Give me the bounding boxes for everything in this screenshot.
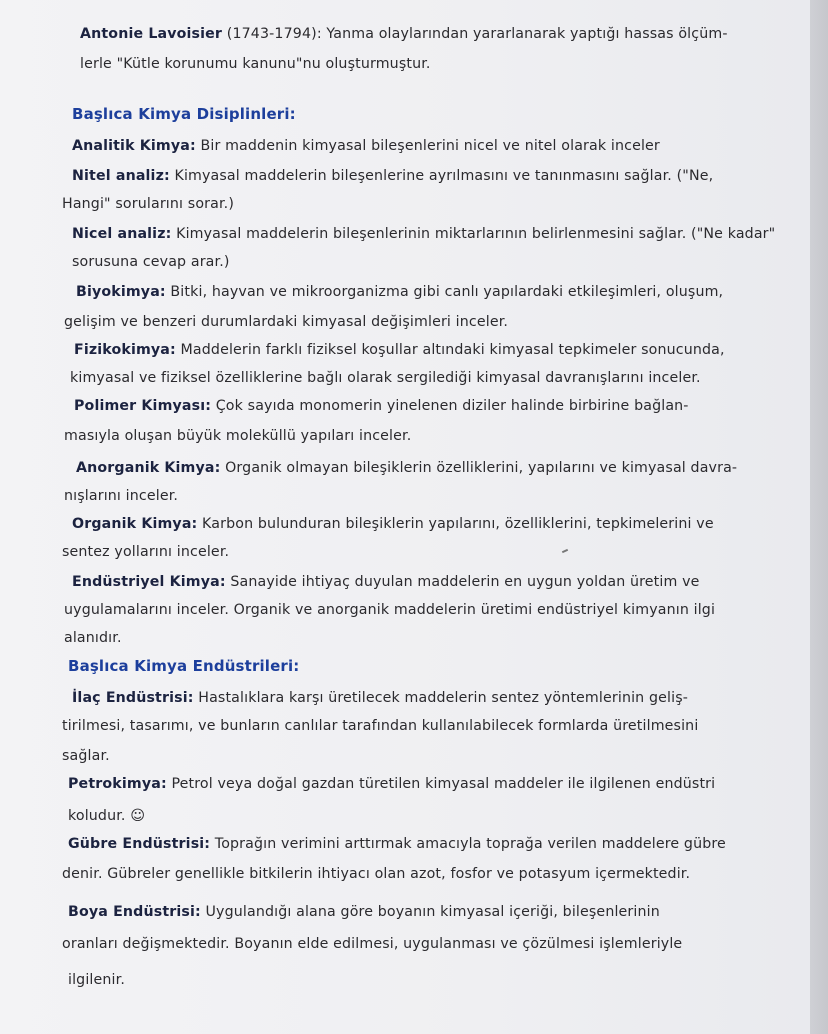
line-text: Bir maddenin kimyasal bileşenlerini nicel ve nitel olarak inceler — [200, 138, 660, 154]
text-line — [62, 542, 782, 562]
line-text: masıyla oluşan büyük moleküllü yapıları inceler. — [64, 428, 412, 444]
text-line — [68, 834, 788, 854]
text-line — [64, 486, 784, 506]
line-text: (1743-1794): Yanma olaylarından yararlanarak yaptığı hassas ölçüm- — [226, 26, 728, 42]
text-line — [74, 340, 794, 360]
line-text: ilgilenir. — [68, 972, 125, 988]
term-label: Analitik Kimya: — [72, 138, 196, 154]
term-label: Nitel analiz: — [72, 168, 170, 184]
term-label: Fizikokimya: — [74, 342, 176, 358]
line-text: Kimyasal maddelerin bileşenlerinin miktarlarının belirlenmesini sağlar. ("Ne kadar" — [176, 226, 776, 242]
text-line — [64, 426, 784, 446]
line-text: koludur. ☺ — [68, 808, 146, 824]
text-line — [76, 458, 796, 478]
line-text: Bitki, hayvan ve mikroorganizma gibi canlı yapılardaki etkileşimleri, oluşum, — [170, 284, 724, 300]
text-line — [62, 746, 782, 766]
section-heading — [72, 104, 792, 125]
text-line — [72, 514, 792, 534]
text-line — [72, 572, 792, 592]
text-line — [62, 194, 782, 214]
text-line — [80, 24, 800, 44]
line-text: Petrol veya doğal gazdan türetilen kimyasal maddeler ile ilgilenen endüstri — [171, 776, 716, 792]
line-text: Kimyasal maddelerin bileşenlerine ayrılmasını ve tanınmasını sağlar. ("Ne, — [174, 168, 714, 184]
term-label: İlaç Endüstrisi: — [72, 690, 194, 706]
text-line — [68, 902, 788, 922]
term-label: Biyokimya: — [76, 284, 166, 300]
term-label: Antonie Lavoisier — [80, 26, 223, 42]
line-text: nışlarını inceler. — [64, 488, 179, 504]
line-text: lerle "Kütle korunumu kanunu"nu oluşturmuştur. — [80, 56, 431, 72]
line-text: Organik olmayan bileşiklerin özelliklerini, yapılarını ve kimyasal davra- — [225, 460, 738, 476]
term-label: Petrokimya: — [68, 776, 167, 792]
term-label: Polimer Kimyası: — [74, 398, 212, 414]
line-text: sentez yollarını inceler. — [62, 544, 230, 560]
text-line — [64, 600, 784, 620]
line-text: Sanayide ihtiyaç duyulan maddelerin en uygun yoldan üretim ve — [230, 574, 700, 590]
line-text: Uygulandığı alana göre boyanın kimyasal içeriği, bileşenlerinin — [205, 904, 660, 920]
line-text: oranları değişmektedir. Boyanın elde edilmesi, uygulanması ve çözülmesi işlemleriyle — [62, 936, 683, 952]
text-line — [68, 806, 788, 826]
text-line — [72, 166, 792, 186]
text-line — [72, 224, 792, 244]
term-label: Nicel analiz: — [72, 226, 172, 242]
text-line — [64, 628, 784, 648]
text-line — [64, 312, 784, 332]
section-heading — [68, 656, 788, 677]
text-line — [62, 716, 782, 736]
line-text: Hangi" sorularını sorar.) — [62, 196, 235, 212]
line-text: gelişim ve benzeri durumlardaki kimyasal değişimleri inceler. — [64, 314, 509, 330]
term-label: Boya Endüstrisi: — [68, 904, 201, 920]
line-text: kimyasal ve fiziksel özelliklerine bağlı olarak sergilediği kimyasal davranışlarını inceler. — [70, 370, 701, 386]
line-text: denir. Gübreler genellikle bitkilerin ihtiyacı olan azot, fosfor ve potasyum içermektedir. — [62, 866, 691, 882]
line-text: Toprağın verimini arttırmak amacıyla toprağa verilen maddelere gübre — [214, 836, 726, 852]
text-line — [72, 252, 792, 272]
line-text: Çok sayıda monomerin yinelenen diziler halinde birbirine bağlan- — [215, 398, 689, 414]
text-line — [74, 396, 794, 416]
heading-text: Başlıca Kimya Disiplinleri: — [72, 105, 296, 123]
text-line — [62, 864, 782, 884]
text-line — [76, 282, 796, 302]
line-text: sağlar. — [62, 748, 110, 764]
text-line — [68, 970, 788, 990]
line-text: Hastalıklara karşı üretilecek maddelerin sentez yöntemlerinin geliş- — [198, 690, 689, 706]
term-label: Endüstriyel Kimya: — [72, 574, 226, 590]
line-text: tirilmesi, tasarımı, ve bunların canlılar tarafından kullanılabilecek formlarda üretilmesini — [62, 718, 699, 734]
term-label: Gübre Endüstrisi: — [68, 836, 211, 852]
text-line — [80, 54, 800, 74]
text-line — [70, 368, 790, 388]
term-label: Organik Kimya: — [72, 516, 198, 532]
text-line — [72, 136, 792, 156]
term-label: Anorganik Kimya: — [76, 460, 221, 476]
line-text: uygulamalarını inceler. Organik ve anorganik maddelerin üretimi endüstriyel kimyanın ilgi — [64, 602, 716, 618]
text-line — [72, 688, 792, 708]
line-text: Maddelerin farklı fiziksel koşullar altındaki kimyasal tepkimeler sonucunda, — [180, 342, 725, 358]
heading-text: Başlıca Kimya Endüstrileri: — [68, 657, 300, 675]
line-text: Karbon bulunduran bileşiklerin yapılarını, özelliklerini, tepkimelerini ve — [202, 516, 714, 532]
text-line — [68, 774, 788, 794]
line-text: alanıdır. — [64, 630, 122, 646]
text-line — [62, 934, 782, 954]
line-text: sorusuna cevap arar.) — [72, 254, 230, 270]
page-edge — [810, 0, 828, 1034]
